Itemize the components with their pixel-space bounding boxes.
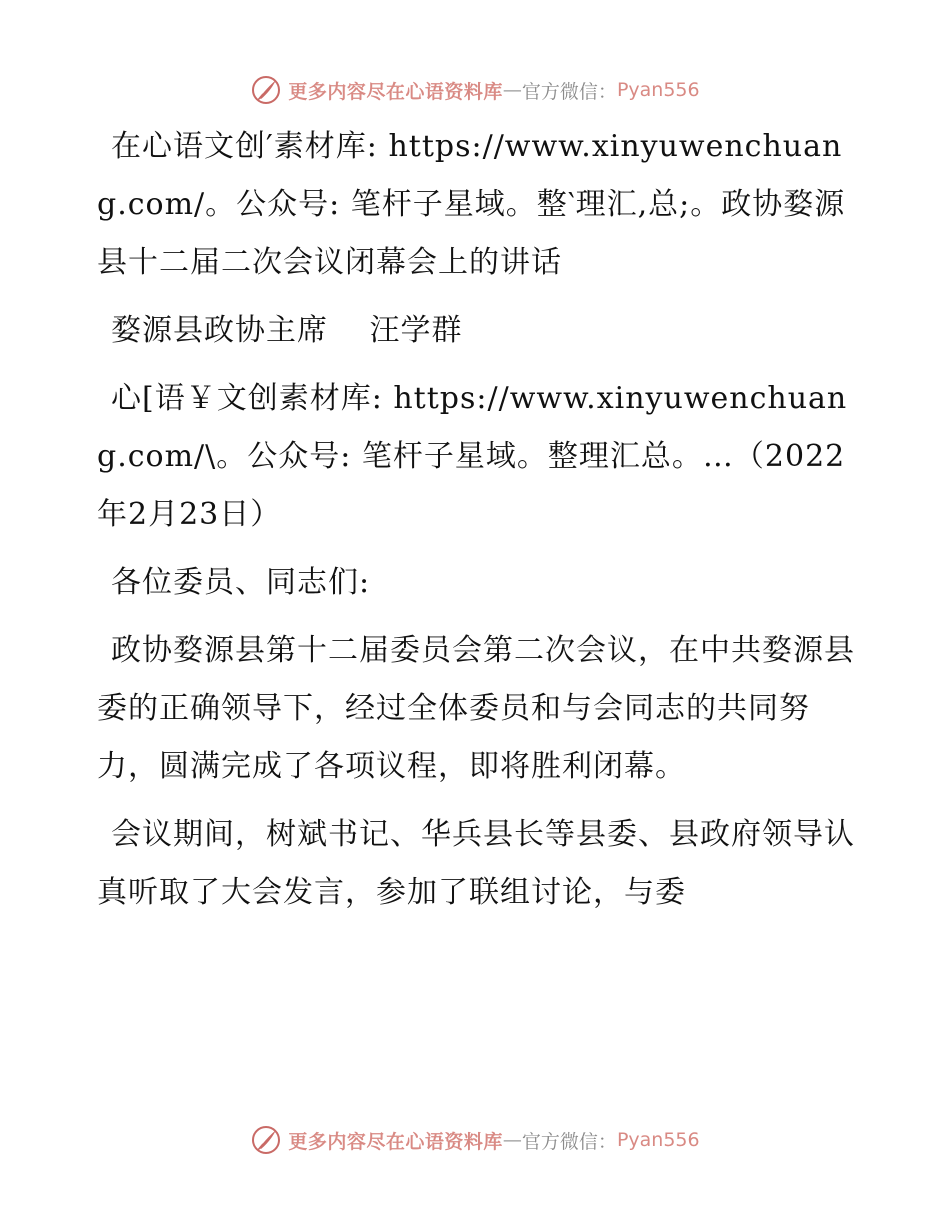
banner-wechat-label: 官方微信： bbox=[521, 1130, 617, 1153]
banner-dash: — bbox=[502, 79, 522, 101]
paragraph-body-2: 会议期间，树斌书记、华兵县长等县委、县政府领导认真听取了大会发言，参加了联组讨论，与委 bbox=[97, 817, 855, 910]
banner-main-text: 更多内容尽在心语资料库 bbox=[288, 1130, 503, 1153]
feather-logo-icon bbox=[250, 1124, 282, 1156]
banner-dash: — bbox=[502, 1129, 522, 1151]
banner-wechat-id: Pyan556 bbox=[616, 79, 700, 101]
banner-wechat-label: 官方微信： bbox=[521, 80, 617, 103]
paragraph-author: 婺源县政协主席 汪学群 bbox=[111, 313, 463, 348]
banner-main-text: 更多内容尽在心语资料库 bbox=[288, 80, 503, 103]
banner-wechat-id: Pyan556 bbox=[616, 1129, 700, 1151]
paragraph-body-1: 政协婺源县第十二届委员会第二次会议，在中共婺源县委的正确领导下，经过全体委员和与会同志的共同努力，圆满完成了各项议程，即将胜利闭幕。 bbox=[97, 633, 855, 784]
paragraph-source-date: 心[语￥文创素材库: https://www.xinyuwenchuang.com/\。公众号: 笔杆子星域。整理汇总。…（2022年2月23日） bbox=[97, 381, 848, 532]
document-body bbox=[97, 118, 857, 932]
feather-logo-icon bbox=[250, 74, 282, 106]
paragraph-salutation: 各位委员、同志们: bbox=[111, 565, 371, 600]
paragraph-intro: 在心语文创′素材库: https://www.xinyuwenchuang.com/。公众号: 笔杆子星域。整‵理汇,总;。政协婺源县十二届二次会议闭幕会上的讲话 bbox=[97, 129, 846, 280]
header-banner bbox=[0, 70, 950, 110]
footer-banner bbox=[0, 1120, 950, 1160]
